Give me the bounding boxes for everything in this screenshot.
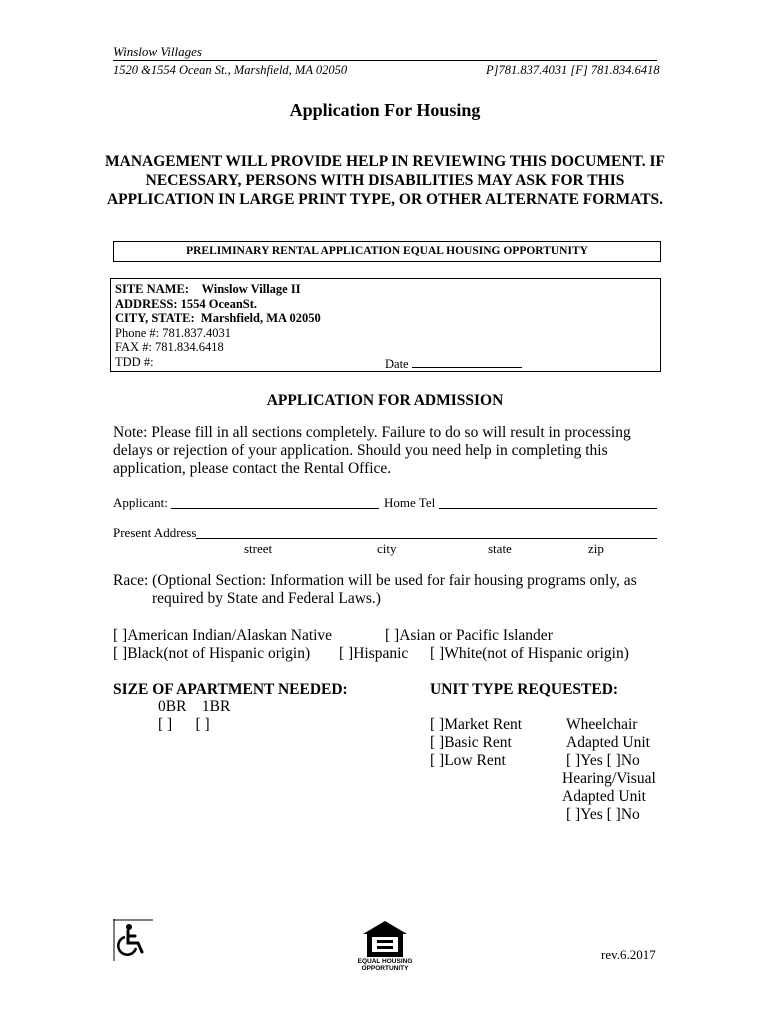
- site-address-row: [115, 297, 257, 312]
- site-city-row: [115, 311, 321, 326]
- site-name-value: Winslow Village II: [201, 282, 301, 296]
- race-option-american-indian[interactable]: [ ]American Indian/Alaskan Native: [113, 627, 333, 644]
- street-caption: street: [244, 541, 273, 556]
- site-address-label: ADDRESS:: [115, 296, 178, 311]
- race-option-asian[interactable]: [ ]Asian or Pacific Islander: [385, 627, 553, 644]
- home-tel-label: Home Tel: [384, 495, 436, 510]
- apartment-size-options: 0BR 1BR: [158, 698, 231, 715]
- home-tel-field[interactable]: [439, 496, 657, 509]
- apartment-size-checkboxes[interactable]: [ ] [ ]: [158, 716, 210, 733]
- org-phone-fax: P]781.837.4031 [F] 781.834.6418: [486, 63, 660, 77]
- hearing-label-1: Hearing/Visual: [562, 770, 656, 787]
- preliminary-banner-box: [113, 241, 661, 262]
- race-option-white[interactable]: [ ]White(not of Hispanic origin): [430, 645, 629, 662]
- site-date-row: [385, 355, 522, 372]
- site-fax: FAX #: 781.834.6418: [115, 340, 224, 355]
- city-caption: city: [377, 541, 397, 556]
- unit-type-market-rent[interactable]: [ ]Market Rent: [430, 716, 523, 733]
- header-rule: [113, 60, 657, 61]
- equal-housing-house-icon: [361, 920, 409, 958]
- preliminary-banner: PRELIMINARY RENTAL APPLICATION EQUAL HOUSING OPPORTUNITY: [186, 245, 588, 257]
- apartment-size-heading: SIZE OF APARTMENT NEEDED:: [113, 681, 348, 698]
- site-address-value: 1554 OceanSt.: [180, 296, 258, 311]
- site-name-row: [115, 282, 301, 297]
- org-name: Winslow Villages: [113, 44, 202, 59]
- site-name-label: SITE NAME:: [115, 282, 189, 296]
- hearing-yes-no[interactable]: [ ]Yes [ ]No: [566, 806, 640, 823]
- applicant-field[interactable]: [171, 496, 379, 509]
- present-address-label: Present Address: [113, 525, 197, 540]
- race-intro-line2: required by State and Federal Laws.): [152, 590, 381, 607]
- site-tdd: TDD #:: [115, 355, 154, 369]
- org-address: 1520 &1554 Ocean St., Marshfield, MA 02050: [113, 63, 348, 77]
- equal-housing-caption-line2: OPPORTUNITY: [361, 965, 409, 972]
- race-option-hispanic[interactable]: [ ]Hispanic: [339, 645, 409, 662]
- state-caption: state: [488, 541, 512, 556]
- unit-type-basic-rent[interactable]: [ ]Basic Rent: [430, 734, 512, 751]
- race-option-black[interactable]: [ ]Black(not of Hispanic origin): [113, 645, 311, 662]
- applicant-label: Applicant:: [113, 495, 168, 510]
- revision-label: rev.6.2017: [601, 947, 656, 962]
- present-address-field[interactable]: [196, 526, 657, 539]
- wheelchair-label-1: Wheelchair: [566, 716, 638, 733]
- unit-type-heading: UNIT TYPE REQUESTED:: [430, 681, 619, 698]
- admission-heading: APPLICATION FOR ADMISSION: [266, 392, 504, 409]
- race-intro: [113, 572, 673, 608]
- instructions-note: Note: Please fill in all sections completely. Failure to do so will result in processing delays or rejection of your application. Should you need help in completing this application, please contact the Rental Office.: [113, 424, 631, 477]
- unit-type-low-rent[interactable]: [ ]Low Rent: [430, 752, 506, 769]
- wheelchair-yes-no[interactable]: [ ]Yes [ ]No: [566, 752, 640, 769]
- site-city-label: CITY, STATE:: [115, 311, 195, 326]
- zip-caption: zip: [588, 541, 604, 556]
- equal-housing-caption-line1: EQUAL HOUSING: [357, 958, 413, 965]
- site-date-label: Date: [385, 357, 409, 371]
- equal-housing-caption: [335, 958, 435, 972]
- date-field[interactable]: [412, 355, 522, 368]
- site-phone: Phone #: 781.837.4031: [115, 325, 231, 340]
- race-intro-line1: Race: (Optional Section: Information will be used for fair housing programs only, as: [113, 572, 637, 589]
- site-city-value: Marshfield, MA 02050: [200, 311, 321, 326]
- site-info-box: [110, 278, 661, 372]
- hearing-label-2: Adapted Unit: [562, 788, 646, 805]
- page-title: Application For Housing: [289, 100, 481, 120]
- wheelchair-label-2: Adapted Unit: [566, 734, 650, 751]
- wheelchair-icon: [113, 919, 153, 961]
- management-notice: MANAGEMENT WILL PROVIDE HELP IN REVIEWING THIS DOCUMENT. IF NECESSARY, PERSONS WITH DISABILITIES MAY ASK FOR THIS APPLICATION IN LARGE PRINT TYPE, OR OTHER ALTERNATE FORMATS.: [105, 153, 665, 208]
